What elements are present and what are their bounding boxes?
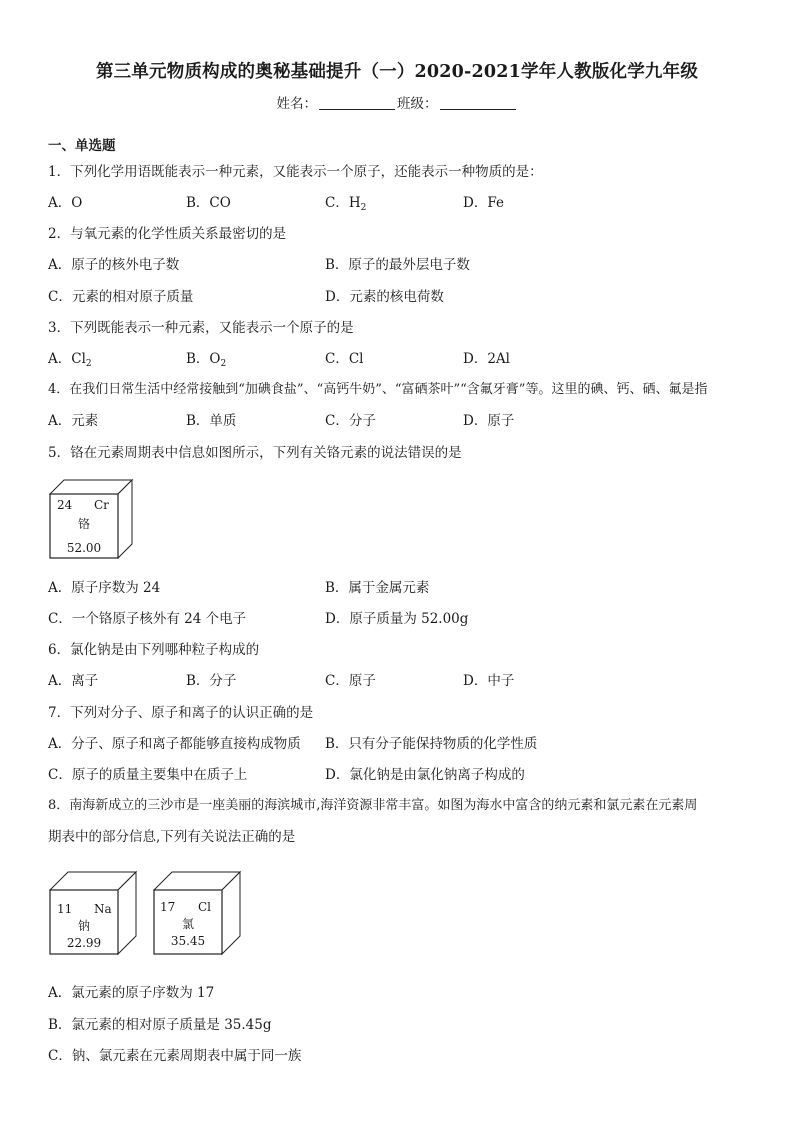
question-8-stem-line-2: 期表中的部分信息,下列有关说法正确的是 [48,829,296,845]
question-4-stem: 4．在我们日常生活中经常接触到“加碘食盐”、“高钙牛奶”、“富硒茶叶”“含氟牙膏”等。这里的碘、钙、硒、氟是指 [48,382,708,397]
q3-option-b[interactable] [186,347,226,369]
q4-option-d[interactable]: D．原子 [463,413,515,429]
q6-option-d[interactable]: D．中子 [463,673,515,689]
question-2-stem: 2．与氧元素的化学性质关系最密切的是 [48,226,287,242]
na-atomic-mass: 22.99 [66,936,102,950]
q8-option-c[interactable]: C．钠、氯元素在元素周期表中属于同一族 [48,1048,302,1064]
q1-option-a[interactable]: A．O [48,195,83,211]
class-blank[interactable] [440,96,516,110]
cr-symbol: Cr [94,498,109,512]
section-title: 一、单选题 [48,138,116,154]
q4-option-c[interactable]: C．分子 [325,413,376,429]
q3-option-a-text: A．Cl [48,351,86,367]
question-3-stem: 3．下列既能表示一种元素，又能表示一个原子的是 [48,320,354,336]
q1-option-d[interactable]: D．Fe [463,195,504,211]
q4-option-b[interactable]: B．单质 [186,413,237,429]
page-title: 第三单元物质构成的奥秘基础提升（一）2020-2021学年人教版化学九年级 [95,62,699,82]
chlorine-element-card [152,870,242,956]
q6-option-b[interactable]: B．分子 [186,673,237,689]
cl-atomic-mass: 35.45 [170,934,206,948]
na-name: 钠 [77,919,91,933]
q1-option-c-subscript: 2 [360,203,367,213]
q3-option-d[interactable]: D．2Al [463,351,510,367]
cr-name: 铬 [77,517,91,531]
question-7-stem: 7．下列对分子、原子和离子的认识正确的是 [48,705,314,721]
q1-option-c-text: C．H [325,195,361,211]
q6-option-a[interactable]: A．离子 [48,673,99,689]
name-blank[interactable] [319,96,395,110]
class-label: 班级： [397,96,438,112]
q5-option-c[interactable]: C．一个铬原子核外有 24 个电子 [48,611,247,627]
q3-option-b-subscript: 2 [220,359,227,369]
q7-option-c[interactable]: C．原子的质量主要集中在质子上 [48,767,248,783]
question-1-stem: 1．下列化学用语既能表示一种元素，又能表示一个原子，还能表示一种物质的是： [48,164,543,180]
na-symbol: Na [94,902,112,916]
q5-option-a[interactable]: A．原子序数为 24 [48,580,161,596]
question-5-stem: 5．铬在元素周期表中信息如图所示，下列有关铬元素的说法错误的是 [48,445,462,461]
q4-option-a[interactable]: A．元素 [48,413,99,429]
q1-option-b[interactable]: B．CO [186,195,231,211]
q8-option-a[interactable]: A．氯元素的原子序数为 17 [48,985,215,1001]
q3-option-b-text: B．O [186,351,221,367]
name-label: 姓名： [276,96,317,112]
q3-option-c[interactable]: C．Cl [325,351,364,367]
q5-option-d[interactable]: D．原子质量为 52.00g [325,611,469,627]
chromium-element-card [48,478,134,560]
cl-symbol: Cl [198,900,212,914]
q2-option-b[interactable]: B．原子的最外层电子数 [325,257,470,273]
q2-option-a[interactable]: A．原子的核外电子数 [48,257,180,273]
q7-option-a[interactable]: A．分子、原子和离子都能够直接构成物质 [48,736,301,752]
q3-option-a-subscript: 2 [85,359,92,369]
q7-option-b[interactable]: B．只有分子能保持物质的化学性质 [325,736,538,752]
q7-option-d[interactable]: D．氯化钠是由氯化钠离子构成的 [325,767,525,783]
q1-option-c[interactable] [325,191,366,213]
cl-name: 氯 [181,917,195,931]
cr-atomic-mass: 52.00 [66,541,102,555]
q8-option-b[interactable]: B．氯元素的相对原子质量是 35.45g [48,1017,272,1033]
sodium-element-card [48,870,138,956]
q5-option-b[interactable]: B．属于金属元素 [325,580,430,596]
q2-option-d[interactable]: D．元素的核电荷数 [325,289,444,305]
question-6-stem: 6．氯化钠是由下列哪种粒子构成的 [48,642,260,658]
q6-option-c[interactable]: C．原子 [325,673,376,689]
q2-option-c[interactable]: C．元素的相对原子质量 [48,289,194,305]
student-info [0,92,794,112]
cl-atomic-number: 17 [160,900,176,914]
na-atomic-number: 11 [57,902,73,916]
cr-atomic-number: 24 [57,498,73,512]
question-8-stem-line-1: 8．南海新成立的三沙市是一座美丽的海滨城市,海洋资源非常丰富。如图为海水中富含的纳元素和氯元素在元素周 [48,798,698,813]
q3-option-a[interactable] [48,347,92,369]
